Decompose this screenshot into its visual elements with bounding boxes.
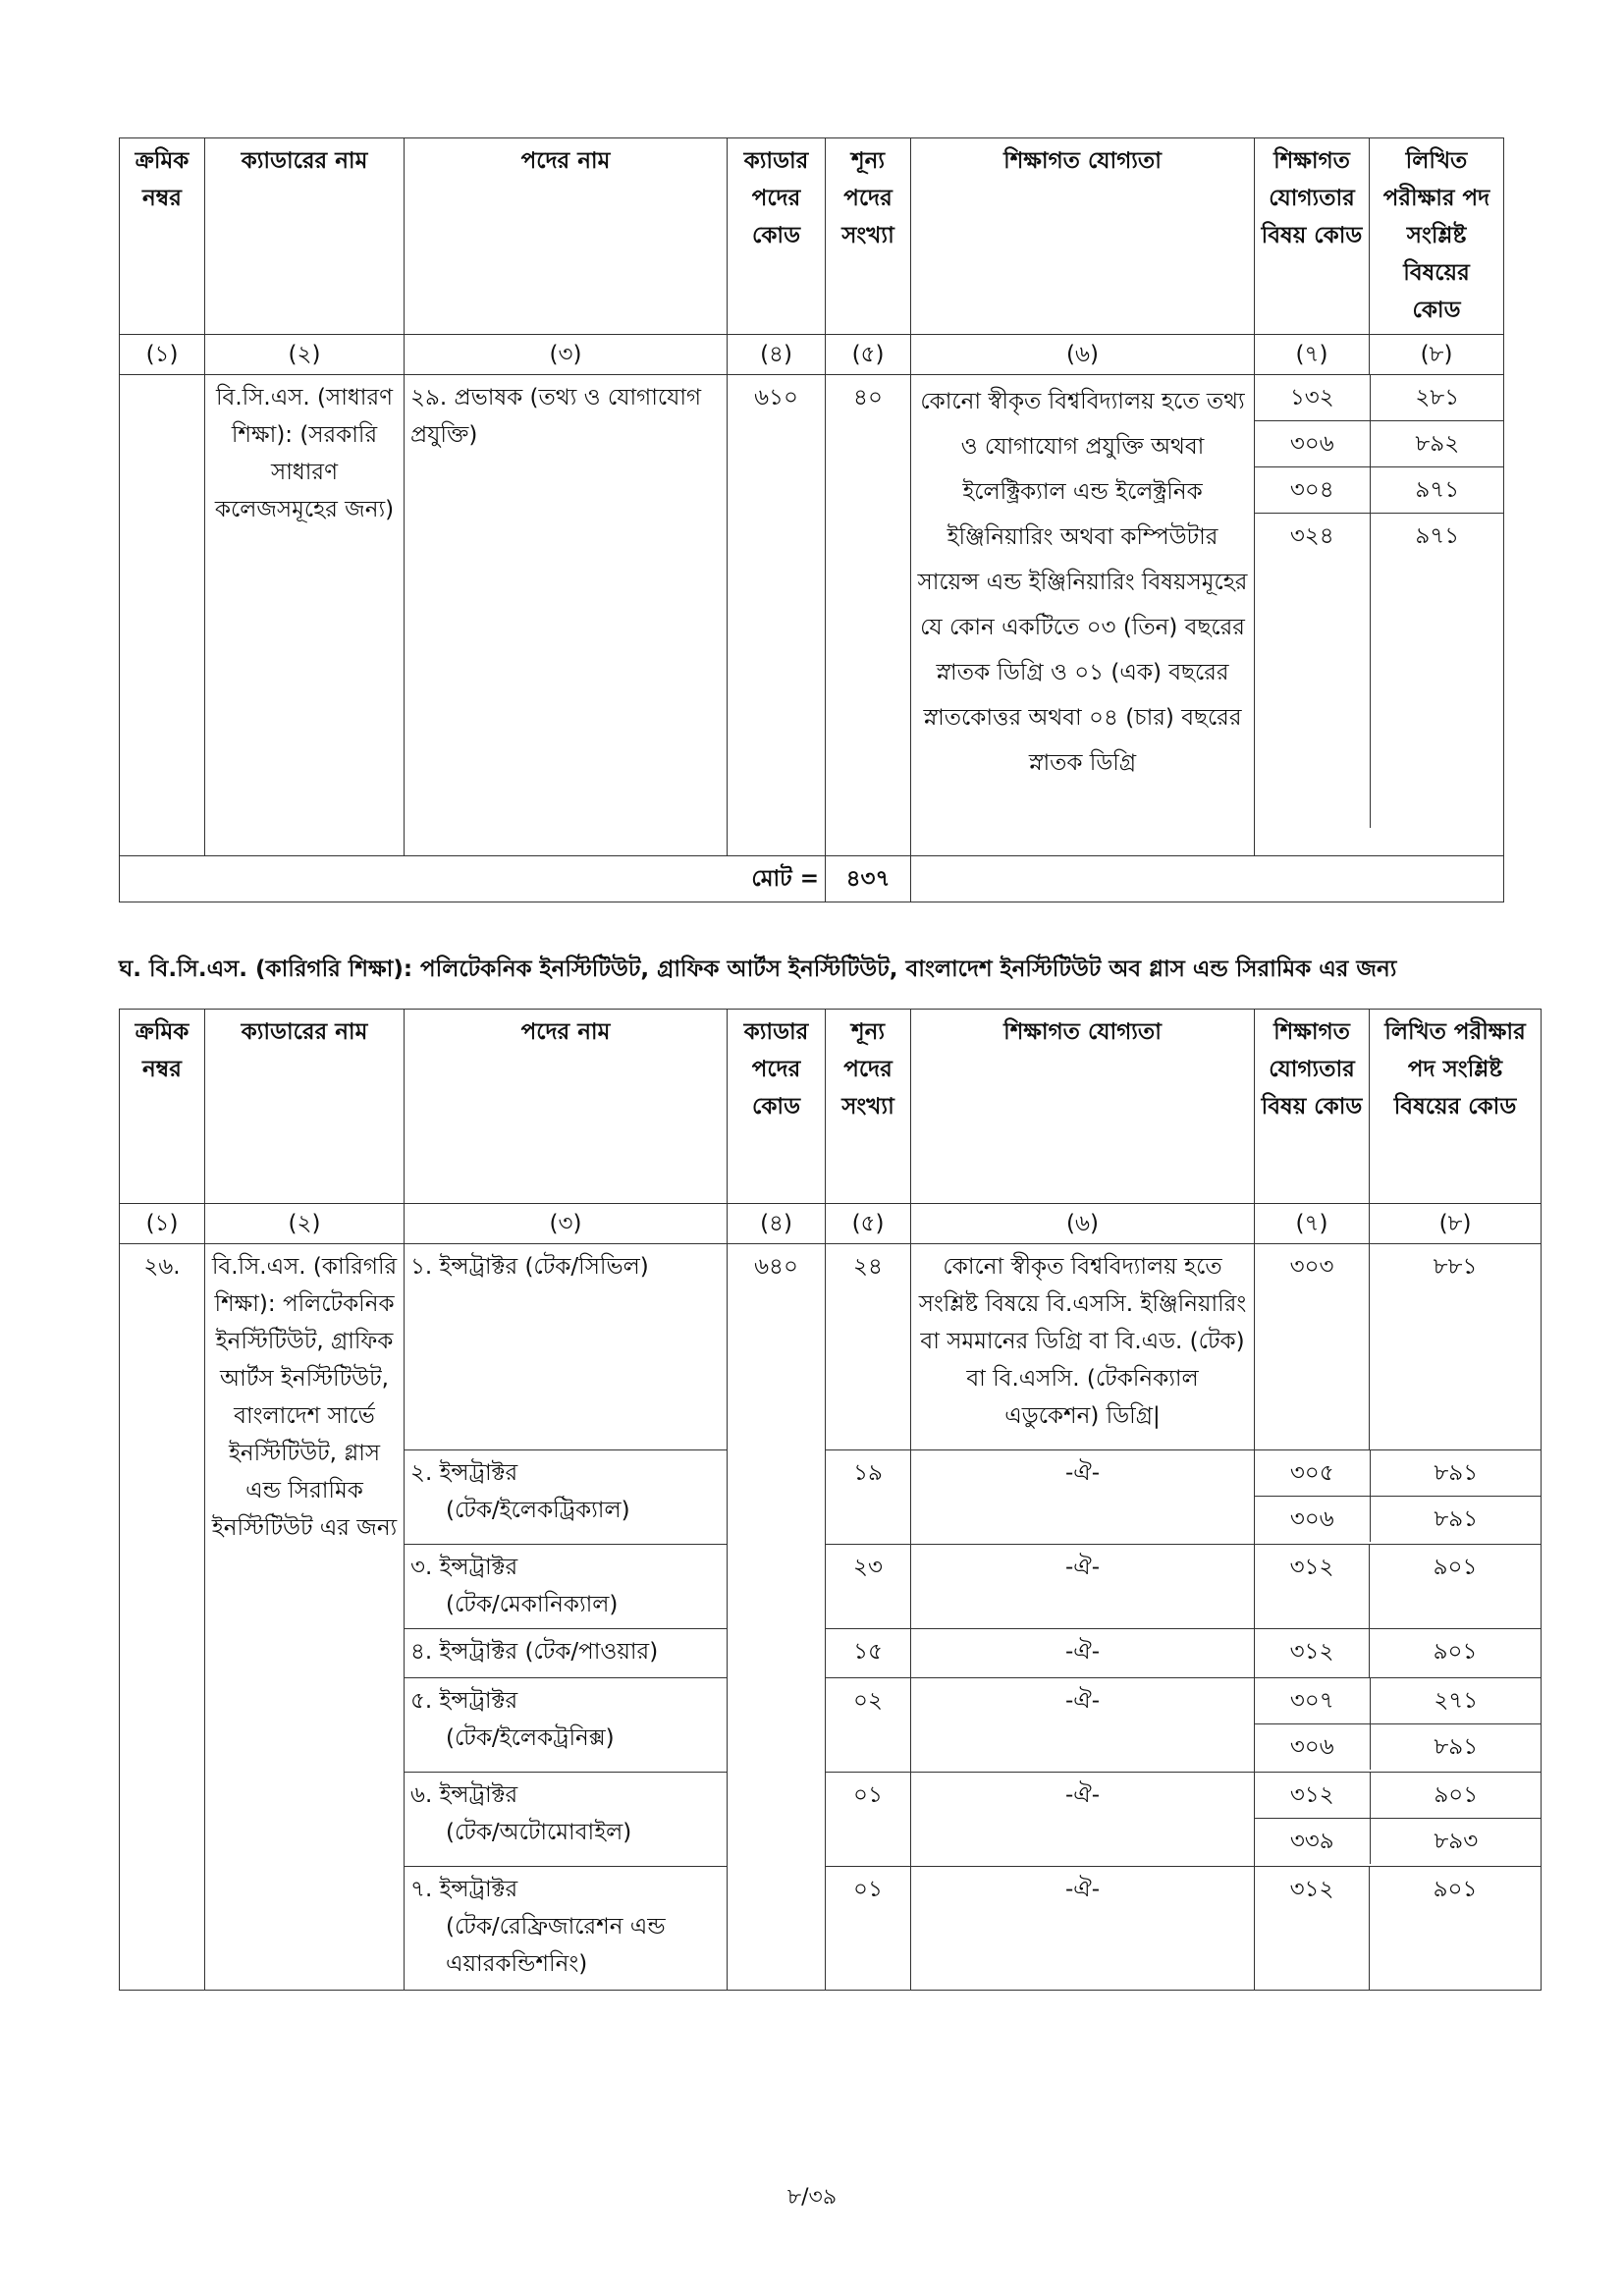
col-num: (৩) [405,1204,728,1244]
qualification-cell: -ঐ- [911,1545,1255,1629]
subject-code: ৩০৪ [1255,467,1370,514]
codes-cell [1255,375,1504,856]
qualification-cell: -ঐ- [911,1629,1255,1678]
vacancy-cell: ০১ [826,1867,911,1991]
header-vacancy: শূন্য পদের সংখ্যা [826,138,911,335]
post-line-2: (টেক/ইলেকট্রনিক্স) [446,1725,615,1751]
subject-code: ৩০৬ [1255,421,1370,467]
header-qualification: শিক্ষাগত যোগ্যতা [911,1010,1255,1204]
exam-code: ৯৭১ [1370,467,1504,514]
total-value: ৪৩৭ [826,856,911,902]
col-num: (৩) [405,335,728,375]
subject-code: ৩৩৯ [1255,1819,1370,1865]
codes-subtable [1255,1450,1542,1542]
header-vacancy: শূন্য পদের সংখ্যা [826,1010,911,1204]
header-exam-code: লিখিত পরীক্ষার পদ সংশ্লিষ্ট বিষয়ের কোড [1370,138,1504,335]
exam-code: ৯৭১ [1415,523,1460,549]
subject-code: ৩০৬ [1255,1724,1370,1771]
cadre-code-cell: ৬৪০ [728,1244,826,1991]
col-num: (২) [205,335,405,375]
codes-cell [1255,1450,1542,1545]
codes-subtable [1255,1678,1542,1770]
post-cell [405,1629,728,1678]
col-num: (৪) [728,335,826,375]
code-row [1255,421,1504,467]
cadre-cell: বি.সি.এস. (কারিগরি শিক্ষা): পলিটেকনিক ইনস্টিটিউট, গ্রাফিক আর্টস ইনস্টিটিউট, বাংলাদেশ সার্ভে ইনস্টিটিউট, গ্লাস এন্ড সিরামিক ইনস্টিটিউট এর জন্য [205,1244,405,1991]
post-line-2: (টেক/মেকানিক্যাল) [446,1592,619,1617]
post-cell [405,1545,728,1629]
table-row [120,375,1504,856]
exam-code: ৯০১ [1370,1545,1542,1629]
exam-code: ৮৯৩ [1434,1829,1479,1854]
codes-subtable [1255,1773,1542,1864]
codes-cell [1255,1773,1542,1867]
table-header-row [120,138,1504,335]
exam-code: ২৮১ [1370,375,1504,421]
vacancy-cell: ২৪ [826,1244,911,1450]
code-row [1255,1773,1542,1819]
table-general-education [119,137,1504,902]
col-num: (৫) [826,1204,911,1244]
col-num: (৫) [826,335,911,375]
post-line: ১. ইন্সট্রাক্টর (টেক/সিভিল) [410,1254,649,1280]
serial-cell: ২৬. [120,1244,205,1991]
qualification-cell: কোনো স্বীকৃত বিশ্ববিদ্যালয় হতে তথ্য ও যোগাযোগ প্রযুক্তি অথবা ইলেক্ট্রিক্যাল এন্ড ইলেক্ট্রনিক ইঞ্জিনিয়ারিং অথবা কম্পিউটার সায়েন্স এন্ড ইঞ্জিনিয়ারিং বিষয়সমূহের যে কোন একটিতে ০৩ (তিন) বছরের স্নাতক ডিগ্রি ও ০১ (এক) বছরের স্নাতকোত্তর অথবা ০৪ (চার) বছরের স্নাতক ডিগ্রি [911,375,1255,856]
qualification-cell: -ঐ- [911,1450,1255,1545]
subject-code: ৩০৩ [1255,1244,1370,1450]
code-row [1255,467,1504,514]
exam-code: ৮৯১ [1434,1734,1479,1760]
exam-code: ৮৮১ [1370,1244,1542,1450]
header-cadre: ক্যাডারের নাম [205,1010,405,1204]
subject-code: ৩১২ [1255,1545,1370,1629]
code-row [1255,1819,1542,1865]
code-row [1255,1678,1542,1724]
subject-code: ৩১২ [1255,1867,1370,1991]
codes-subtable [1255,375,1504,828]
code-row [1255,1497,1542,1543]
header-cadre-code: ক্যাডার পদের কোড [728,1010,826,1204]
header-serial: ক্রমিক নম্বর [120,1010,205,1204]
post-line: ৩. ইন্সট্রাক্টর [410,1555,518,1580]
cadre-code-cell: ৬১০ [728,375,826,856]
post-line: ২. ইন্সট্রাক্টর [410,1460,518,1486]
post-cell [405,1244,728,1450]
post-line: ৬. ইন্সট্রাক্টর [410,1782,518,1808]
table-row [120,1244,1542,1450]
total-empty [911,856,1504,902]
table-header-row [120,1010,1542,1204]
exam-code: ৯০১ [1370,1629,1542,1678]
subject-code: ৩১২ [1255,1773,1370,1819]
subject-code: ৩০৭ [1255,1678,1370,1724]
header-subject-code: শিক্ষাগত যোগ্যতার বিষয় কোড [1255,138,1370,335]
header-qualification: শিক্ষাগত যোগ্যতা [911,138,1255,335]
qualification-cell: কোনো স্বীকৃত বিশ্ববিদ্যালয় হতে সংশ্লিষ্ট বিষয়ে বি.এসসি. ইঞ্জিনিয়ারিং বা সমমানের ডিগ্রি বা বি.এড. (টেক) বা বি.এসসি. (টেকনিক্যাল এডুকেশন) ডিগ্রি| [911,1244,1255,1450]
col-num: (৬) [911,1204,1255,1244]
subject-code: ৩১২ [1255,1629,1370,1678]
post-cell: ২৯. প্রভাষক (তথ্য ও যোগাযোগ প্রযুক্তি) [405,375,728,856]
post-line-2: (টেক/অটোমোবাইল) [446,1820,632,1845]
col-num: (২) [205,1204,405,1244]
code-row [1255,375,1504,421]
subject-code: ৩০৫ [1255,1450,1370,1497]
post-line-2: (টেক/ইলেকট্রিক্যাল) [446,1498,630,1523]
total-label: মোট = [120,856,826,902]
subject-code: ১৩২ [1255,375,1370,421]
header-post: পদের নাম [405,1010,728,1204]
exam-code: ৯০১ [1370,1773,1542,1819]
post-line: ৫. ইন্সট্রাক্টর [410,1688,518,1714]
qualification-cell: -ঐ- [911,1773,1255,1867]
code-row [1255,1450,1542,1497]
vacancy-cell: ১৫ [826,1629,911,1678]
table-technical-education [119,1009,1542,1991]
header-subject-code: শিক্ষাগত যোগ্যতার বিষয় কোড [1255,1010,1370,1204]
header-cadre: ক্যাডারের নাম [205,138,405,335]
cadre-cell: বি.সি.এস. (সাধারণ শিক্ষা): (সরকারি সাধারণ কলেজসমূহের জন্য) [205,375,405,856]
page-number: ৮/৩৯ [786,2185,838,2210]
qualification-cell: -ঐ- [911,1678,1255,1773]
column-number-row [120,1204,1542,1244]
header-serial: ক্রমিক নম্বর [120,138,205,335]
total-row [120,856,1504,902]
post-cell [405,1867,728,1991]
vacancy-cell: ৪০ [826,375,911,856]
col-num: (১) [120,335,205,375]
post-cell [405,1450,728,1545]
subject-code: ৩২৪ [1255,514,1370,828]
header-cadre-code: ক্যাডার পদের কোড [728,138,826,335]
header-post: পদের নাম [405,138,728,335]
exam-code: ২৭১ [1370,1678,1542,1724]
exam-code: ৮৯২ [1370,421,1504,467]
post-line: ৭. ইন্সট্রাক্টর [410,1877,518,1902]
col-num: (৭) [1255,335,1370,375]
post-cell [405,1678,728,1773]
codes-cell [1255,1678,1542,1773]
col-num: (৬) [911,335,1255,375]
subject-code: ৩০৬ [1255,1497,1370,1543]
header-exam-code: লিখিত পরীক্ষার পদ সংশ্লিষ্ট বিষয়ের কোড [1370,1010,1542,1204]
col-num: (৮) [1370,335,1504,375]
vacancy-cell: ১৯ [826,1450,911,1545]
exam-code: ৯০১ [1370,1867,1542,1991]
post-cell [405,1773,728,1867]
code-row [1255,514,1504,828]
vacancy-cell: ২৩ [826,1545,911,1629]
exam-code: ৮৯১ [1370,1450,1542,1497]
exam-code: ৮৯১ [1434,1506,1479,1532]
vacancy-cell: ০১ [826,1773,911,1867]
col-num: (১) [120,1204,205,1244]
col-num: (৮) [1370,1204,1542,1244]
col-num: (৭) [1255,1204,1370,1244]
column-number-row [120,335,1504,375]
qualification-cell: -ঐ- [911,1867,1255,1991]
post-line: ৪. ইন্সট্রাক্টর (টেক/পাওয়ার) [410,1639,659,1665]
vacancy-cell: ০২ [826,1678,911,1773]
serial-cell [120,375,205,856]
col-num: (৪) [728,1204,826,1244]
post-line-2: (টেক/রেফ্রিজারেশন এন্ড এয়ারকন্ডিশনিং) [446,1914,666,1977]
section-heading: ঘ. বি.সি.এস. (কারিগরি শিক্ষা): পলিটেকনিক ইনস্টিটিউট, গ্রাফিক আর্টস ইনস্টিটিউট, বাংলাদেশ ইনস্টিটিউট অব গ্লাস এন্ড সিরামিক এর জন্য [119,957,1397,982]
code-row [1255,1724,1542,1771]
